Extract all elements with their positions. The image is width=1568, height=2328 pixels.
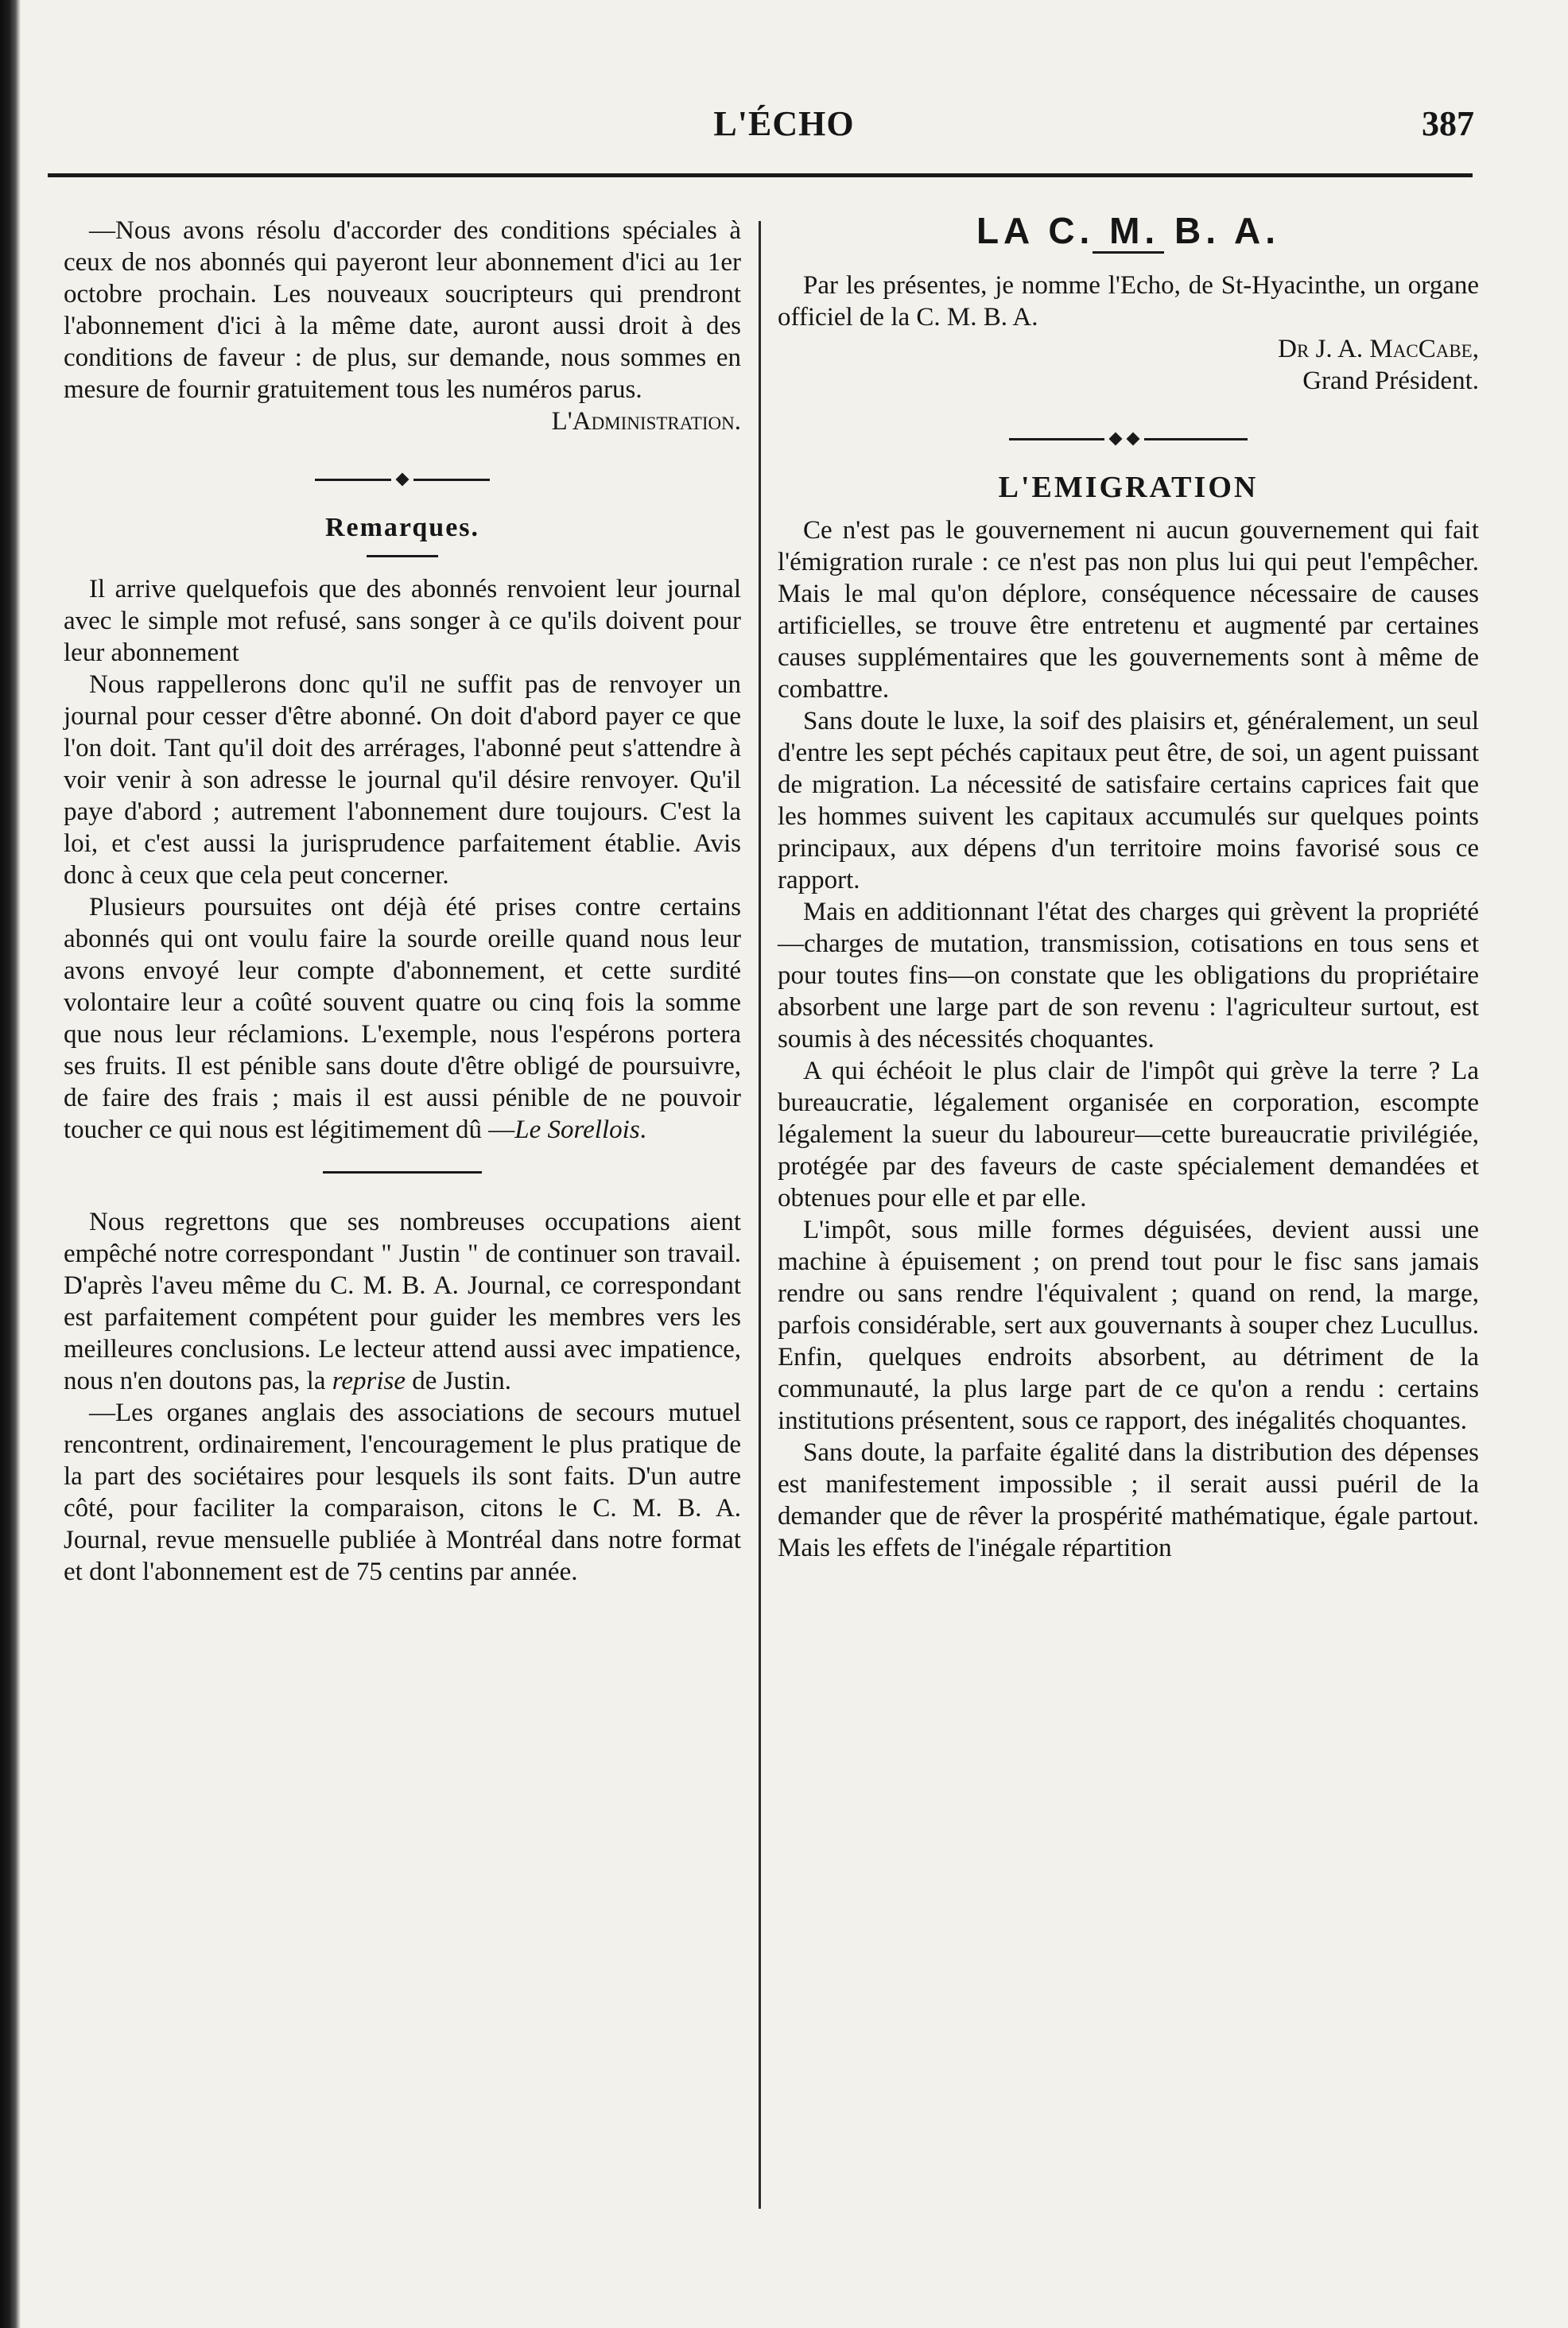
paragraph: Sans doute le luxe, la soif des plaisirs et, généralement, un seul d'entre les sept péchés capitaux peut être, de soi, un agent puissant de migration. La nécessité de satisfaire certains caprices fait que les hommes suivent les capitaux accumulés sur quelques points principaux, aux dépens d'un territoire moins favorisé sous ce rapport. bbox=[778, 707, 1479, 894]
right-column bbox=[778, 210, 1479, 1564]
paragraph: Mais en additionnant l'état des charges qui grèvent la propriété—charges de mutation, transmission, cotisations en tous sens et pour toutes fins—on constate que les obligations du propriétaire absorbent une large part de son revenu : l'agriculteur surtout, est soumis à des nécessités choquantes. bbox=[778, 898, 1479, 1053]
ornament-divider bbox=[323, 1157, 482, 1189]
header-rule bbox=[48, 173, 1473, 177]
paragraph: A qui échéoit le plus clair de l'impôt qui grève la terre ? La bureaucratie, légalement organisée en corporation, escompte légalement la sueur du laboureur—cette bureaucratie privilégiée, protégée par des faveurs de caste spécialement demandées et obtenues pour elle et par elle. bbox=[778, 1057, 1479, 1212]
paragraph: Sans doute, la parfaite égalité dans la distribution des dépenses est manifestement impossible ; il serait aussi puéril de la demander que de rêver la prospérité mathématique, égale partout. Mais les effets de l'inégale répartition bbox=[778, 1438, 1479, 1562]
signature: Grand Président. bbox=[1302, 367, 1479, 395]
left-column bbox=[64, 215, 741, 1588]
ornament-divider bbox=[1009, 424, 1248, 456]
paragraph: Nous rappellerons donc qu'il ne suffit pas de renvoyer un journal pour cesser d'être abonné. On doit d'abord payer ce que l'on doit. Tant qu'il doit des arrérages, l'abonné peut s'attendre à voir venir à son adresse le journal qu'il désire renvoyer. Qu'il paye d'abord ; autrement l'abonnement dure toujours. C'est la loi, et c'est aussi la jurisprudence parfaitement établie. Avis donc à ceux que cela peut concerner. bbox=[64, 670, 741, 890]
short-rule bbox=[367, 555, 438, 557]
paragraph: —Les organes anglais des associations de secours mutuel rencontrent, ordinairement, l'encouragement le plus pratique de la part des sociétaires pour lesquels ils sont faits. D'un autre côté, pour faciliter la comparaison, citons le C. M. B. A. Journal, revue mensuelle publiée à Montréal dans notre format et dont l'abonnement est de 75 centins par année. bbox=[64, 1399, 741, 1586]
column-divider bbox=[759, 221, 761, 2209]
paragraph: Plusieurs poursuites ont déjà été prises contre certains abonnés qui ont voulu faire la sourde oreille quand nous leur avons envoyé leur compte d'abonnement, et cette surdité volontaire leur a coûté souvent quatre ou cinq fois la somme que nous leur réclamions. L'exemple, nous l'espérons portera ses fruits. Il est pénible sans doute d'être obligé de poursuivre, de faire des frais ; mais il est aussi pénible de ne pouvoir toucher ce qui nous est légitimement dû —Le Sorellois. bbox=[64, 893, 741, 1144]
short-rule bbox=[1093, 251, 1164, 254]
paragraph: Nous regrettons que ses nombreuses occupations aient empêché notre correspondant " Justin " de continuer son travail. D'après l'aveu même du C. M. B. A. Journal, ce correspondant est parfaitement compétent pour guider les membres vers les meilleures conclusions. Le lecteur attend aussi avec impatience, nous n'en doutons pas, la reprise de Justin. bbox=[64, 1208, 741, 1395]
signature: Dr J. A. MacCabe, bbox=[1278, 335, 1479, 363]
running-head bbox=[0, 103, 1568, 151]
running-title: L'ÉCHO bbox=[713, 104, 855, 143]
paragraph: Ce n'est pas le gouvernement ni aucun gouvernement qui fait l'émigration rurale : ce n'est pas non plus lui qui peut l'empêcher. Mais le mal qu'on déplore, conséquence nécessaire de causes artificielles, se trouve être entretenu et augmenté par certaines causes supplémentaires que les gouvernements sont à même de combattre. bbox=[778, 516, 1479, 704]
paragraph: L'impôt, sous mille formes déguisées, devient aussi une machine à épuisement ; on prend tout pour le fisc sans jamais rendre ou sans rendre l'équivalent ; quand on rend, la marge, parfois considérable, sert aux gouvernants à souper chez Lucullus. Enfin, quelques endroits absorbent, au détriment de la communauté, la plus large part de ce qu'on a rendu : certains institutions présentent, sous ce rapport, des inégalités choquantes. bbox=[778, 1216, 1479, 1435]
section-title: L'EMIGRATION bbox=[998, 471, 1259, 504]
signature: L'Administration. bbox=[551, 407, 741, 436]
paragraph: —Nous avons résolu d'accorder des conditions spéciales à ceux de nos abonnés qui payeront leur abonnement d'ici au 1er octobre prochain. Les nouveaux soucripteurs qui prendront l'abonnement d'ici à la même date, auront aussi droit à des conditions de faveur : de plus, sur demande, nous sommes en mesure de fournir gratuitement tous les numéros parus. bbox=[64, 216, 741, 404]
paragraph: Par les présentes, je nomme l'Echo, de St-Hyacinthe, un organe officiel de la C. M. B. A. bbox=[778, 271, 1479, 332]
section-title: LA C. M. B. A. bbox=[976, 210, 1281, 251]
binding-shadow bbox=[0, 0, 21, 2328]
page-number: 387 bbox=[1422, 104, 1474, 143]
section-title: Remarques. bbox=[324, 513, 480, 542]
paragraph: Il arrive quelquefois que des abonnés renvoient leur journal avec le simple mot refusé, sans songer à ce qu'ils doivent pour leur abonnement bbox=[64, 575, 741, 667]
ornament-divider bbox=[315, 464, 490, 496]
